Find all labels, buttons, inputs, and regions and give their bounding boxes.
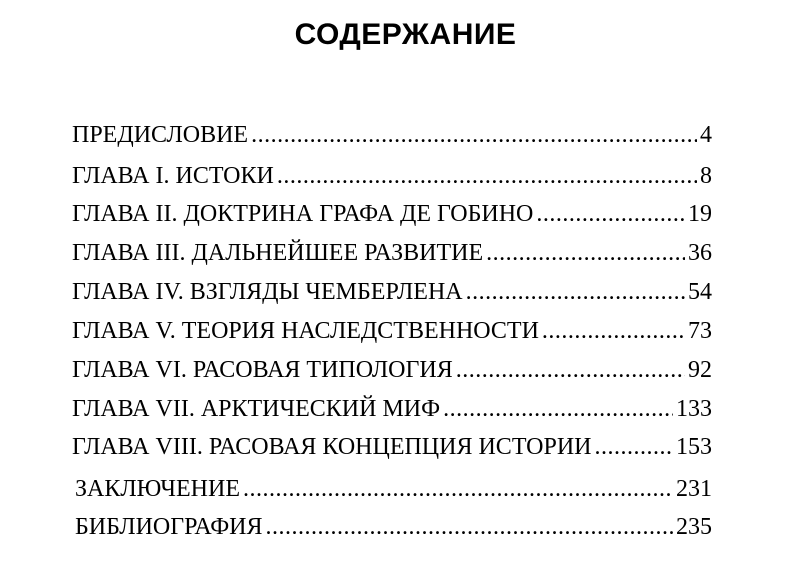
toc-entry-page: 153 bbox=[676, 434, 712, 460]
dot-leader bbox=[486, 238, 685, 268]
dot-leader bbox=[466, 277, 685, 307]
toc-entry-label: ГЛАВА VI. РАСОВАЯ ТИПОЛОГИЯ bbox=[72, 357, 453, 383]
toc-entry-page: 92 bbox=[688, 357, 712, 383]
toc-entry-page: 54 bbox=[688, 279, 712, 305]
dot-leader bbox=[277, 161, 697, 191]
toc-entry-page: 73 bbox=[688, 318, 712, 344]
dot-leader bbox=[595, 432, 673, 462]
dot-leader bbox=[456, 355, 685, 385]
toc-entry-bibliography bbox=[75, 512, 712, 542]
toc-entry-label: ГЛАВА VIII. РАСОВАЯ КОНЦЕПЦИЯ ИСТОРИИ bbox=[72, 434, 592, 460]
toc-entry-conclusion bbox=[75, 474, 712, 504]
toc-entry-label: ГЛАВА III. ДАЛЬНЕЙШЕЕ РАЗВИТИЕ bbox=[72, 240, 484, 266]
toc-entry-label: ЗАКЛЮЧЕНИЕ bbox=[75, 476, 240, 502]
dot-leader bbox=[542, 316, 685, 346]
toc-entry-chapter-5 bbox=[72, 316, 712, 346]
dot-leader bbox=[443, 394, 673, 424]
toc-entry-label: БИБЛИОГРАФИЯ bbox=[75, 514, 263, 540]
page-title: СОДЕРЖАНИЕ bbox=[294, 18, 517, 51]
toc-entry-label: ГЛАВА I. ИСТОКИ bbox=[72, 163, 274, 189]
toc-entry-label: ПРЕДИСЛОВИЕ bbox=[72, 122, 249, 148]
toc-entry-label: ГЛАВА II. ДОКТРИНА ГРАФА ДЕ ГОБИНО bbox=[72, 201, 534, 227]
toc-entry-page: 231 bbox=[676, 476, 712, 502]
toc-entry-label: ГЛАВА IV. ВЗГЛЯДЫ ЧЕМБЕРЛЕНА bbox=[72, 279, 463, 305]
toc-entry-page: 36 bbox=[688, 240, 712, 266]
toc-entry-chapter-8 bbox=[72, 432, 712, 462]
toc-entry-chapter-1 bbox=[72, 161, 712, 191]
toc-entry-chapter-4 bbox=[72, 277, 712, 307]
toc-entry-chapter-3 bbox=[72, 238, 712, 268]
toc-entry-chapter-7 bbox=[72, 394, 712, 424]
toc-entry-chapter-6 bbox=[72, 355, 712, 385]
toc-entry-label: ГЛАВА VII. АРКТИЧЕСКИЙ МИФ bbox=[72, 396, 441, 422]
toc-entry-label: ГЛАВА V. ТЕОРИЯ НАСЛЕДСТВЕННОСТИ bbox=[72, 318, 539, 344]
toc-entry-preface bbox=[72, 120, 712, 150]
toc-entry-page: 19 bbox=[688, 201, 712, 227]
dot-leader bbox=[266, 512, 673, 542]
toc-entry-page: 235 bbox=[676, 514, 712, 540]
dot-leader bbox=[251, 120, 697, 150]
toc-entry-page: 4 bbox=[700, 122, 712, 148]
toc-entry-page: 8 bbox=[700, 163, 712, 189]
toc-entry-chapter-2 bbox=[72, 199, 712, 229]
toc-entry-page: 133 bbox=[676, 396, 712, 422]
dot-leader bbox=[243, 474, 673, 504]
dot-leader bbox=[536, 199, 685, 229]
